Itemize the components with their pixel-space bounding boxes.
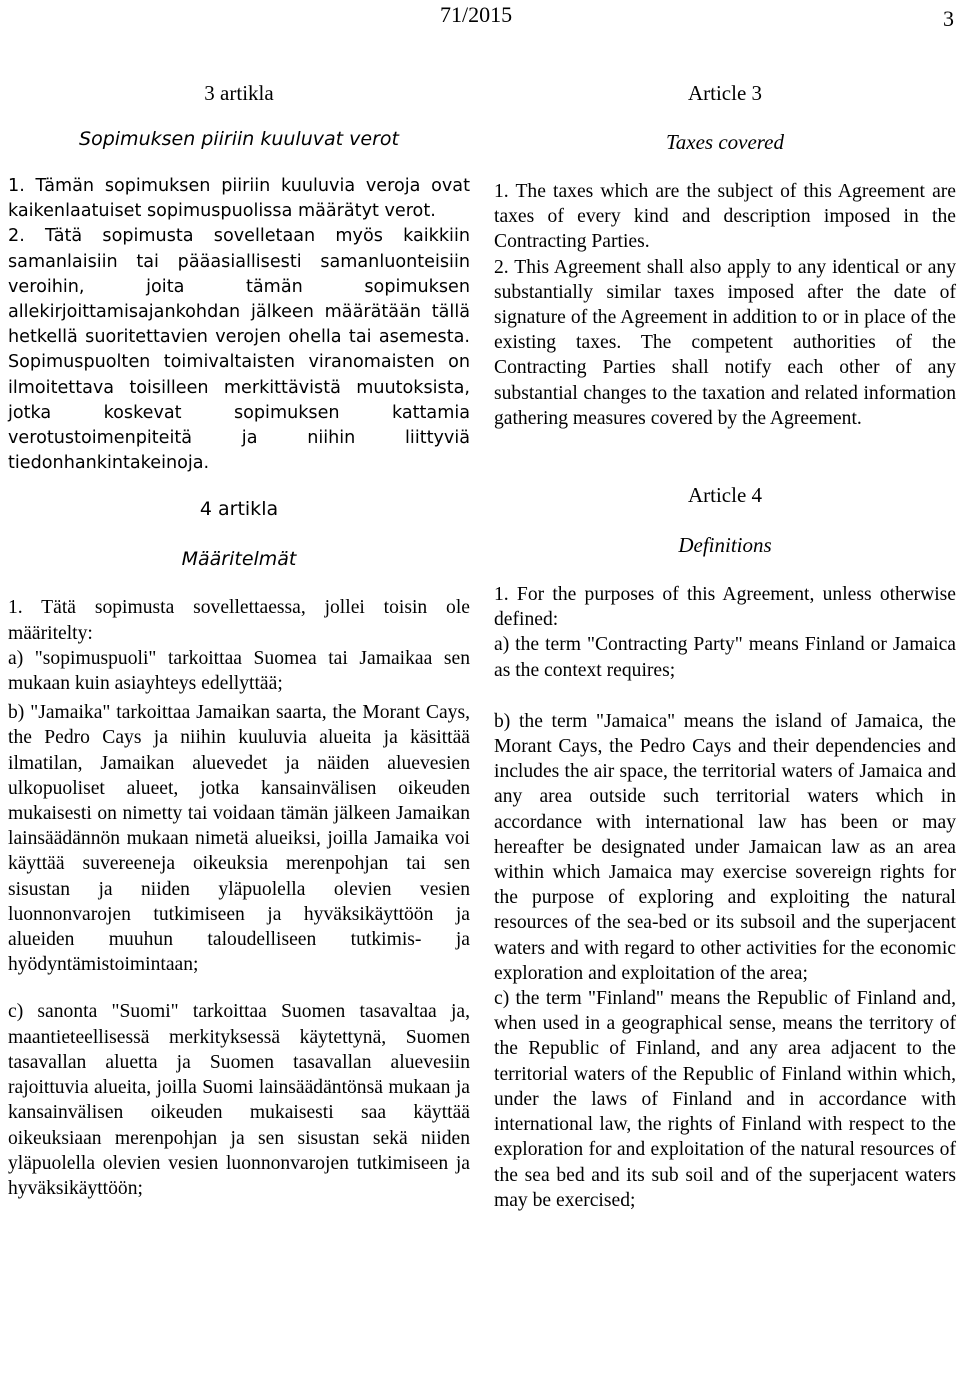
english-column [494,78,956,1213]
article-3-heading-fi: 3 artikla [204,81,274,105]
article-3-paragraph-2-fi: 2. Tätä sopimusta sovelletaan myös kaikkiin samanlaisiin tai pääasiallisesti samanluonteisiin veroihin, joita tämän sopimuksen allekirjoittamisajankohdan jälkeen määrätään tällä hetkellä suoritettavien verojen ohella tai asemesta. Sopimuspuolten toimivaltaisten viranomaisten on ilmoitettava toisilleen merkittävistä muutoksista, jotka koskevat sopimuksen kattamia verotustoimenpiteitä ja niihin liittyviä tiedonhankintakeinoja. [8,226,470,474]
article-4-item-c-fi: c) sanonta "Suomi" tarkoittaa Suomen tasavaltaa ja, maantieteellisessä merkityksessä käytettynä, Suomen tasavallan aluetta ja Suomen tasavallan aluevesiin rajoittuvia alueita, joilla Suomi lainsäädäntönsä mukaan ja kansainvälisen oikeuden mukaisesti saa käyttää oikeuksiaan merenpohjan ja sen sisustan sekä niiden yläpuolella olevien vesien luonnonvarojen tutkimiseen ja hyväksikäyttöön; [8,1001,470,1199]
article-4-item-b-en: b) the term "Jamaica" means the island of Jamaica, the Morant Cays, the Pedro Cays and their dependencies and includes the air space, the territorial waters of Jamaica and any area outside such territorial waters which in accordance with international law has been or may hereafter be designated under Jamaican law as an area within which Jamaica may exercise sovereign rights for the purpose of exploring and exploiting the natural resources of the sea-bed or its subsoil and the superjacent waters and with regard to other activities for the economic exploration and exploitation of the area; [494,710,956,984]
article-4-item-a-fi: a) "sopimuspuoli" tarkoittaa Suomea tai Jamaikaa sen mukaan kuin asiayhteys edellyttää; [8,647,470,695]
article-4-title-fi: Määritelmät [181,548,297,571]
article-4-title-en: Definitions [678,533,772,558]
article-4-heading-fi: 4 artikla [199,498,279,521]
page-header [0,0,960,30]
article-4-item-b-fi: b) "Jamaika" tarkoittaa Jamaikan saarta, the Morant Cays, the Pedro Cays ja niihin kuuluvia alueita ja käsittää ilmatilan, Jamaikan aluevedet ja näiden aluevesien ulkopuoliset alueet, jotka kansainvälisen oikeuden mukaisesti on nimetty tai voidaan tämän jälkeen Jamaikan lainsäädännön mukaan nimetä alueiksi, joilla Jamaika voi käyttää suvereeneja oikeuksia merenpohjan tai sen sisustan ja niiden yläpuolella olevien vesien luonnonvarojen tutkimiseen ja hyväksikäyttöön ja alueiden muuhun taloudelliseen tutkimis- ja hyödyntämistoimintaan; [8,702,470,976]
finnish-column [8,78,470,1201]
article-4-heading-en: Article 4 [687,483,763,508]
article-3-heading-en: Article 3 [687,81,763,105]
article-4-paragraph-1-en: 1. For the purposes of this Agreement, unless otherwise defined: [494,584,956,631]
article-3-paragraph-1-fi: 1. Tämän sopimuksen piiriin kuuluvia veroja ovat kaikenlaatuiset sopimuspuolissa määrätyt verot. [8,176,470,222]
article-4-item-c-en: c) the term "Finland" means the Republic of Finland and, when used in a geographical sense, means the territory of the Republic of Finland, and any area adjacent to the territorial waters of the Republic of Finland within which, under the laws of Finland and in accordance with international law, the rights of Finland with respect to the exploration for and exploitation of the natural resources of the sea bed and its sub soil and of the superjacent waters may be exercised; [494,988,956,1211]
article-3-paragraph-1-en: 1. The taxes which are the subject of this Agreement are taxes of every kind and description imposed in the Contracting Parties. [494,181,956,253]
article-3-paragraph-2-en: 2. This Agreement shall also apply to any identical or any substantially similar taxes imposed after the date of signature of the Agreement in addition to or in place of the existing taxes. The competent authorities of the Contracting Parties shall notify each other of any substantial changes to the taxation and related information gathering measures covered by the Agreement. [494,256,956,429]
article-3-title-en: Taxes covered [666,130,784,154]
page-number: 3 [943,6,954,31]
article-3-title-fi: Sopimuksen piiriin kuuluvat verot [79,128,399,150]
article-4-item-a-en: a) the term "Contracting Party" means Finland or Jamaica as the context requires; [494,634,956,681]
issue-number: 71/2015 [440,2,513,27]
article-4-paragraph-1-fi: 1. Tätä sopimusta sovellettaessa, jollei toisin ole määritelty: [8,597,470,644]
